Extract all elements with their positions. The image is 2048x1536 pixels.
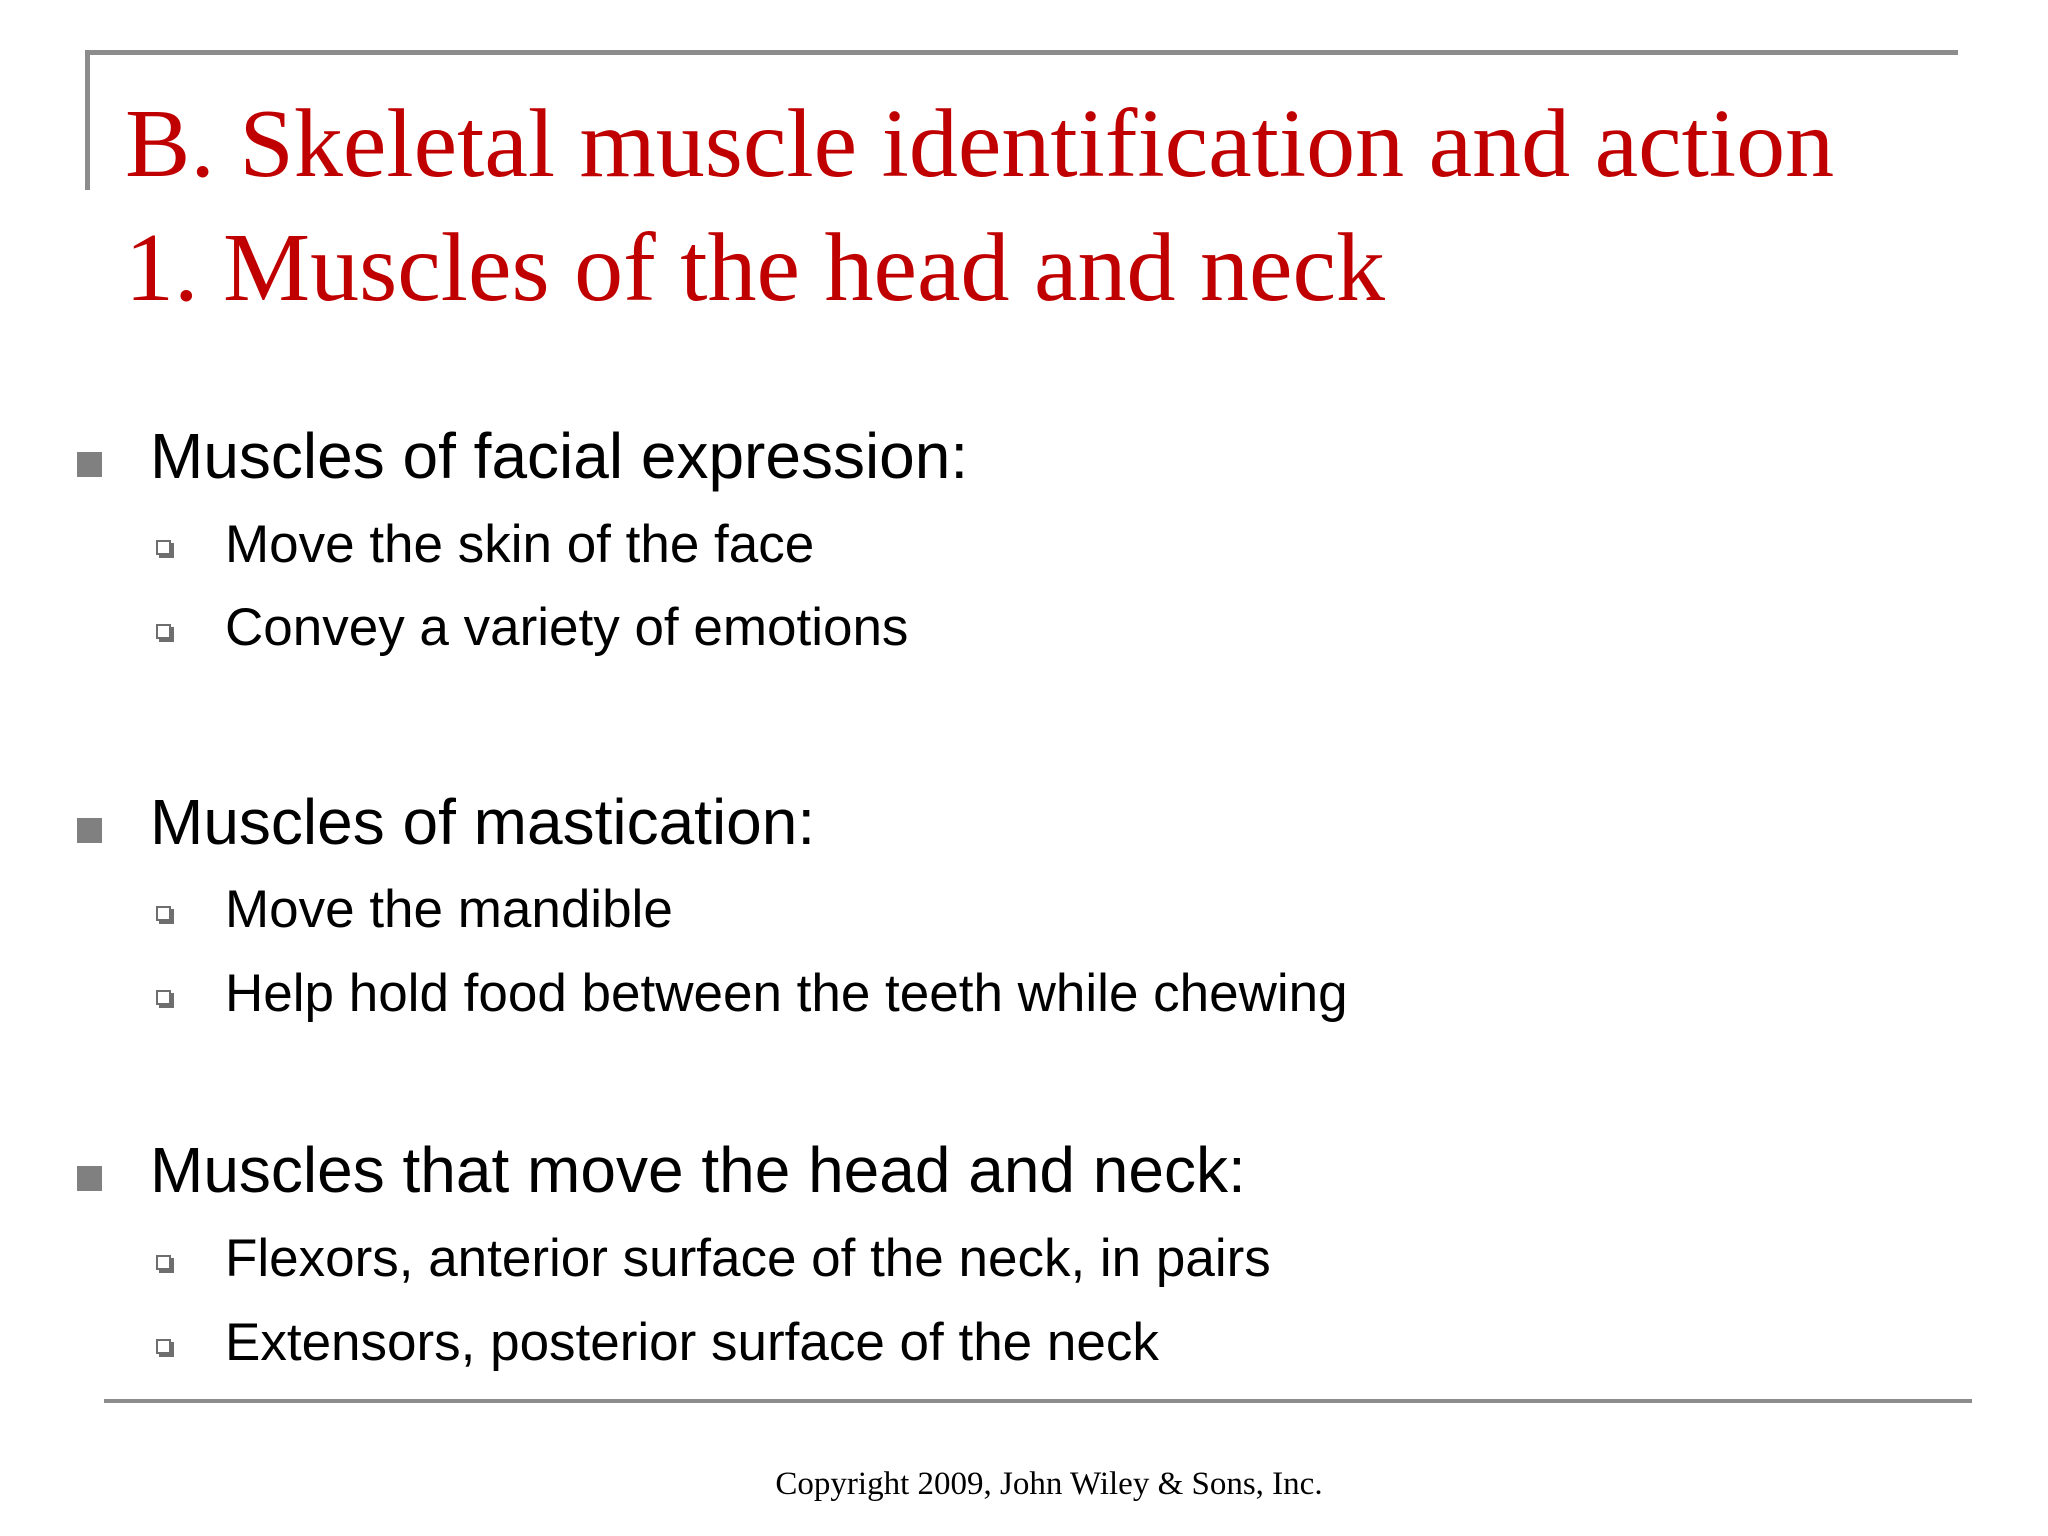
bottom-rule <box>104 1399 1972 1403</box>
title-line-1: B. Skeletal muscle identification and action <box>125 90 1835 198</box>
section-heading: Muscles of mastication: <box>150 786 816 858</box>
list-item: Move the skin of the face <box>225 515 815 574</box>
list-item: Convey a variety of emotions <box>225 598 909 657</box>
section-heading: Muscles that move the head and neck: <box>150 1134 1246 1206</box>
square-bullet-icon <box>77 818 102 843</box>
box-bullet-icon <box>156 906 171 921</box>
list-item: Move the mandible <box>225 880 673 939</box>
section-heading: Muscles of facial expression: <box>150 420 969 492</box>
box-bullet-icon <box>156 624 171 639</box>
left-rule <box>85 50 90 190</box>
copyright-footer: Copyright 2009, John Wiley & Sons, Inc. <box>775 1466 1323 1502</box>
box-bullet-icon <box>156 990 171 1005</box>
box-bullet-icon <box>156 1255 171 1270</box>
title-line-2: 1. Muscles of the head and neck <box>125 214 1385 322</box>
square-bullet-icon <box>77 1166 102 1191</box>
list-item: Help hold food between the teeth while chewing <box>225 964 1348 1023</box>
box-bullet-icon <box>156 1339 171 1354</box>
top-rule <box>85 50 1958 55</box>
square-bullet-icon <box>77 452 102 477</box>
list-item: Flexors, anterior surface of the neck, in pairs <box>225 1229 1271 1288</box>
list-item: Extensors, posterior surface of the neck <box>225 1313 1159 1372</box>
box-bullet-icon <box>156 540 171 555</box>
slide-title <box>125 82 1834 330</box>
